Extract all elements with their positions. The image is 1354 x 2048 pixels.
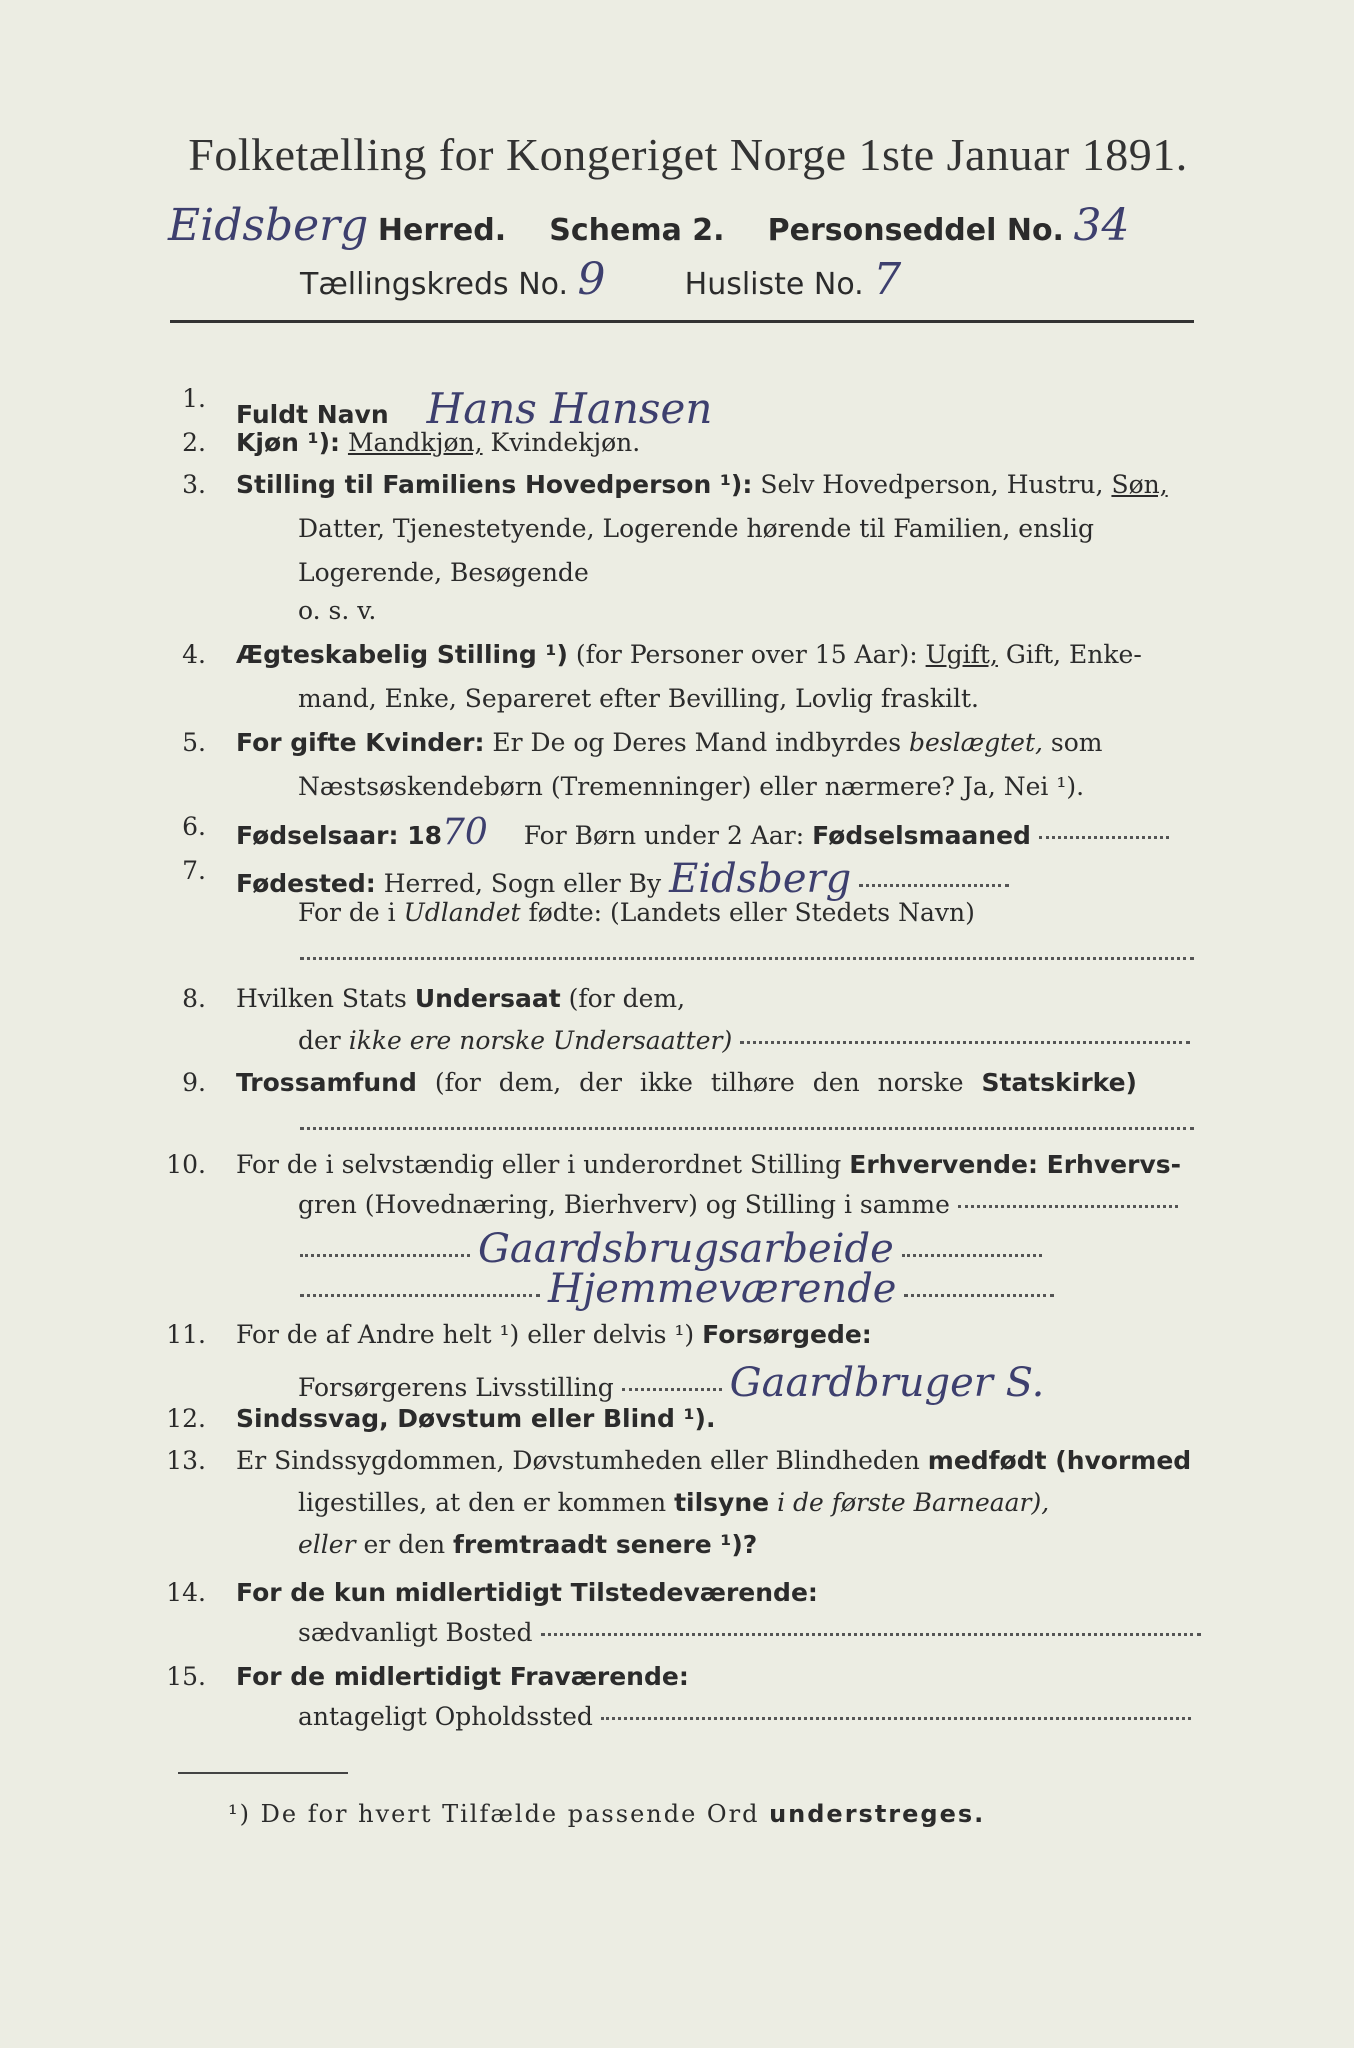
q4-number: 4. (182, 640, 206, 669)
q3-label: Stilling til Familiens Hovedperson ¹): (236, 470, 753, 499)
footnote-text: ¹) De for hvert Tilfælde passende Ord (228, 1800, 760, 1828)
q1-value: Hans Hansen (426, 384, 713, 433)
q10-value2: Hjemmeværende (547, 1266, 897, 1312)
q1-row (236, 384, 712, 433)
q13-line2a: ligestilles, at den er kommen (298, 1488, 667, 1517)
q7-number: 7. (182, 856, 206, 885)
q10-row4 (300, 1266, 1054, 1312)
husliste-value: 7 (873, 254, 902, 305)
q6-year: 70 (441, 812, 488, 853)
q13-row2 (298, 1488, 1049, 1517)
q11-forsorgede: Forsørgede: (702, 1320, 872, 1349)
q10-row1 (236, 1150, 1181, 1179)
schema-label: Schema 2. (549, 213, 725, 248)
q8-undersaat: Undersaat (414, 984, 561, 1013)
q2-label: Kjøn ¹): (236, 428, 340, 457)
q9-number: 9. (182, 1068, 206, 1097)
q4-ugift: Ugift, (925, 640, 998, 669)
q15-number: 15. (166, 1662, 206, 1691)
q7-row2 (298, 898, 975, 927)
q9-label: Trossamfund (236, 1068, 417, 1097)
q5-number: 5. (182, 728, 206, 757)
q3-line1: Selv Hovedperson, Hustru, (760, 470, 1104, 499)
q6-label: Fødselsaar: 18 (236, 821, 442, 850)
q3-row1 (236, 470, 1168, 499)
q13-line3a: eller (298, 1530, 356, 1559)
q2-row (236, 428, 640, 457)
q2-mandkjon: Mandkjøn, (347, 428, 483, 457)
q13-number: 13. (166, 1446, 206, 1475)
q13-tilsyne: tilsyne (674, 1488, 770, 1517)
q3-line2: Datter, Tjenestetyende, Logerende hørende til Familien, enslig (298, 514, 1095, 543)
q13-medfodt: medfødt (hvormed (927, 1446, 1192, 1475)
q3-number: 3. (182, 470, 206, 499)
q3-son: Søn, (1111, 470, 1168, 499)
q6-number: 6. (182, 812, 206, 841)
herred-line (168, 200, 1130, 251)
q8-row1 (236, 984, 685, 1013)
personseddel-value: 34 (1073, 200, 1130, 251)
q13-fremtraadt: fremtraadt senere ¹)? (453, 1530, 758, 1559)
q14-label: For de kun midlertidigt Tilstedeværende: (236, 1578, 818, 1607)
q10-erhv: Erhvervende: Erhvervs- (849, 1150, 1181, 1179)
q10-number: 10. (166, 1150, 206, 1179)
q12-number: 12. (166, 1404, 206, 1433)
footnote-rule (178, 1772, 348, 1774)
q14-number: 14. (166, 1578, 206, 1607)
q13-line2b: i de første Barneaar), (777, 1488, 1050, 1517)
q1-label: Fuldt Navn (236, 400, 389, 429)
q11-line2: Forsørgerens Livsstilling (298, 1373, 614, 1402)
q13-line1: Er Sindssygdommen, Døvstumheden eller Blindheden (236, 1446, 920, 1475)
q5-beslaegtet: beslægtet, (909, 728, 1043, 757)
q9-text: (for dem, der ikke tilhøre den norske (434, 1068, 964, 1097)
personseddel-label: Personseddel No. (767, 213, 1064, 248)
q10-value1: Gaardsbrugsarbeide (477, 1226, 894, 1272)
q3-line4: o. s. v. (298, 596, 377, 625)
q8-dots (740, 1041, 1190, 1044)
q7-dots (859, 884, 1009, 887)
q6-dots (1039, 836, 1169, 839)
q7-line2a: For de i (298, 898, 396, 927)
q11-value: Gaardbruger S. (729, 1360, 1045, 1406)
q8-line1: Hvilken Stats (236, 984, 407, 1013)
q11-row1 (236, 1320, 872, 1349)
q10-line2: gren (Hovednæring, Bierhverv) og Stilling i samme (298, 1190, 950, 1219)
q7-blank-line (300, 942, 1194, 971)
q15-label: For de midlertidigt Fraværende: (236, 1662, 689, 1691)
q13-row1 (236, 1446, 1191, 1475)
q4-paren: (for Personer over 15 Aar): (575, 640, 918, 669)
q12-label: Sindssvag, Døvstum eller Blind ¹). (236, 1404, 716, 1433)
q7-udlandet: Udlandet (403, 898, 521, 927)
kreds-value: 9 (577, 254, 606, 305)
q5-som: som (1050, 728, 1103, 757)
q15-row2 (298, 1702, 1191, 1731)
q8-line2a: der (298, 1026, 341, 1055)
q2-number: 2. (182, 428, 206, 457)
q7-row1 (236, 856, 1009, 902)
q5-row1 (236, 728, 1103, 757)
q5-line2: Næstsøskendebørn (Tremenninger) eller nærmere? Ja, Nei ¹). (298, 772, 1085, 801)
q13-line3b: er den (363, 1530, 446, 1559)
q3-line3: Logerende, Besøgende (298, 558, 589, 587)
footnote (228, 1800, 985, 1828)
herred-label: Herred. (377, 213, 507, 248)
kreds-line (300, 254, 901, 305)
q1-number: 1. (182, 384, 206, 413)
herred-value: Eidsberg (168, 200, 369, 251)
q7-line2b: fødte: (Landets eller Stedets Navn) (528, 898, 975, 927)
q8-number: 8. (182, 984, 206, 1013)
q6-rest: For Børn under 2 Aar: (523, 821, 805, 850)
q5-text1: Er De og Deres Mand indbyrdes (492, 728, 902, 757)
q8-line1b: (for dem, (568, 984, 686, 1013)
q7-text: Herred, Sogn eller By (383, 869, 662, 898)
form-title: Folketælling for Kongeriget Norge 1ste Januar 1891. (188, 129, 1188, 180)
q4-rest: Gift, Enke- (1005, 640, 1142, 669)
q10-text1: For de i selvstændig eller i underordnet Stilling (236, 1150, 842, 1179)
q6-row (236, 812, 1169, 853)
q15-line2: antageligt Opholdssted (298, 1702, 593, 1731)
q11-text1: For de af Andre helt ¹) eller delvis ¹) (236, 1320, 695, 1349)
q7-label: Fødested: (236, 869, 376, 898)
q14-row2 (298, 1618, 1201, 1647)
header-rule (170, 320, 1194, 323)
husliste-label: Husliste No. (684, 267, 864, 302)
q10-row2 (298, 1190, 1178, 1219)
q4-row1 (236, 640, 1142, 669)
q4-line2: mand, Enke, Separeret efter Bevilling, Lovlig fraskilt. (298, 684, 979, 713)
q7-value: Eidsberg (669, 856, 852, 902)
kreds-label: Tællingskreds No. (300, 267, 568, 302)
q8-row2 (298, 1026, 1190, 1055)
q9-row (236, 1068, 1137, 1097)
footnote-bold: understreges. (769, 1800, 986, 1828)
q9-statskirke: Statskirke) (981, 1068, 1137, 1097)
q11-row2 (298, 1360, 1044, 1406)
q4-label: Ægteskabelig Stilling ¹) (236, 640, 568, 669)
q8-line2b: ikke ere norske Undersaatter) (348, 1026, 733, 1055)
q14-line2: sædvanligt Bosted (298, 1618, 533, 1647)
q6-maaned: Fødselsmaaned (812, 821, 1031, 850)
q5-label: For gifte Kvinder: (236, 728, 485, 757)
q2-kvindekjon: Kvindekjøn. (490, 428, 641, 457)
q11-number: 11. (166, 1320, 206, 1349)
q13-row3 (298, 1530, 757, 1559)
q9-blank-line (300, 1112, 1194, 1141)
